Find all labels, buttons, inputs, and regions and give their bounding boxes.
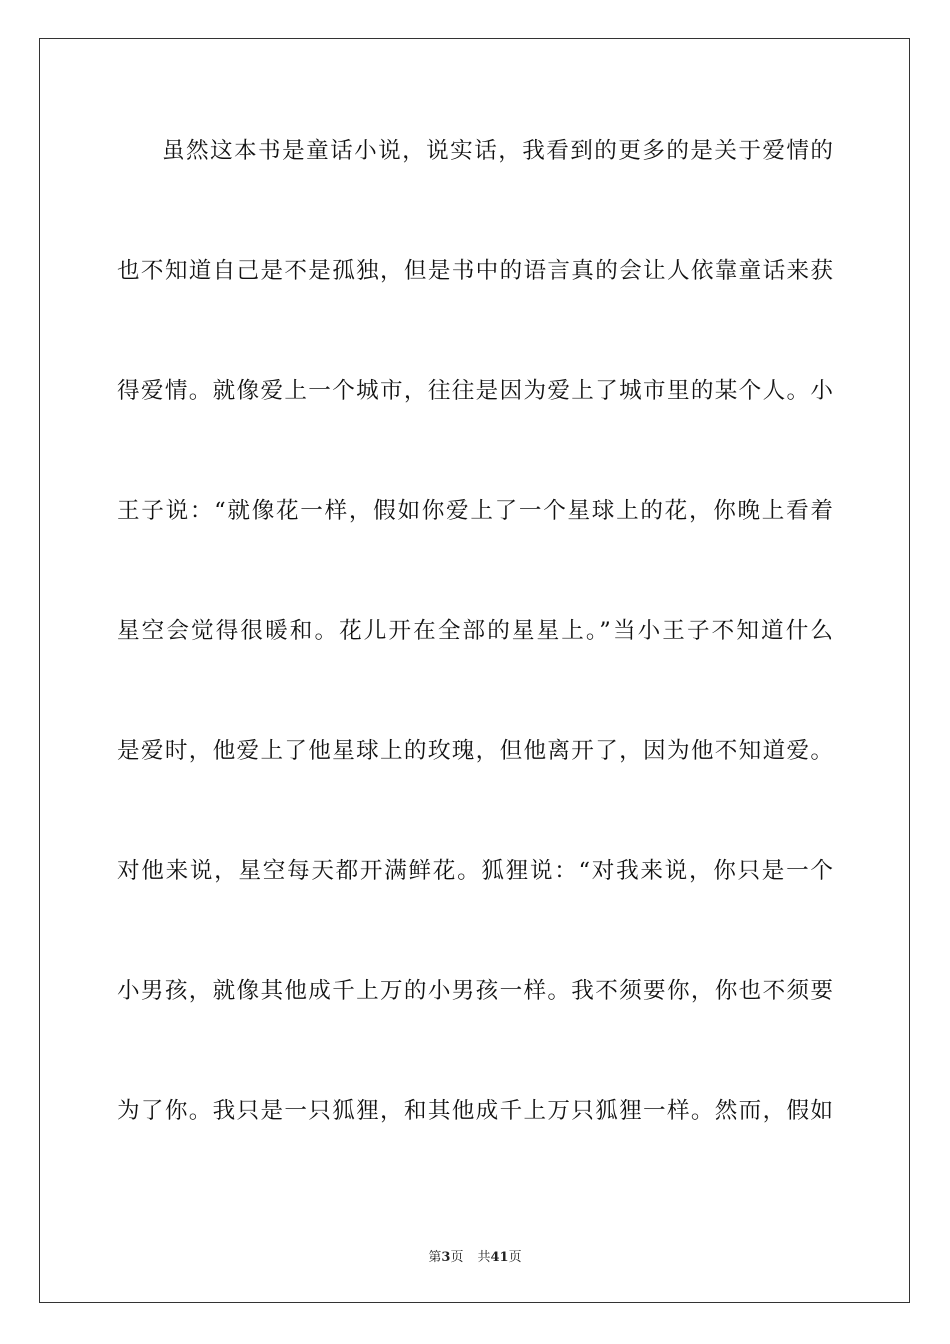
- total-suffix: 页: [508, 1250, 522, 1265]
- paragraph-line: 星空会觉得很暖和。花儿开在全部的星星上。”当小王子不知道什么: [117, 618, 833, 644]
- paragraph-line: 为了你。我只是一只狐狸，和其他成千上万只狐狸一样。然而，假如: [117, 1098, 833, 1124]
- page-prefix: 第: [428, 1250, 442, 1265]
- paragraph-line: 是爱时，他爱上了他星球上的玫瑰，但他离开了，因为他不知道爱。: [117, 738, 833, 764]
- paragraph-line: 王子说：“就像花一样，假如你爱上了一个星球上的花，你晚上看着: [117, 498, 833, 524]
- paragraph-line: 也不知道自己是不是孤独，但是书中的语言真的会让人依靠童话来获: [117, 258, 833, 284]
- page-number: 3: [441, 1250, 451, 1265]
- paragraph-line: 得爱情。就像爱上一个城市，往往是因为爱上了城市里的某个人。小: [117, 378, 833, 404]
- total-pages: 41: [490, 1250, 509, 1265]
- paragraph-line: 小男孩，就像其他成千上万的小男孩一样。我不须要你，你也不须要: [117, 978, 833, 1004]
- paragraph-line: 虽然这本书是童话小说，说实话，我看到的更多的是关于爱情的: [162, 138, 833, 164]
- total-prefix: 共: [477, 1250, 491, 1265]
- page-suffix: 页: [450, 1250, 464, 1265]
- page-footer: [0, 1246, 950, 1265]
- paragraph-line: 对他来说，星空每天都开满鲜花。狐狸说：“对我来说，你只是一个: [117, 858, 833, 884]
